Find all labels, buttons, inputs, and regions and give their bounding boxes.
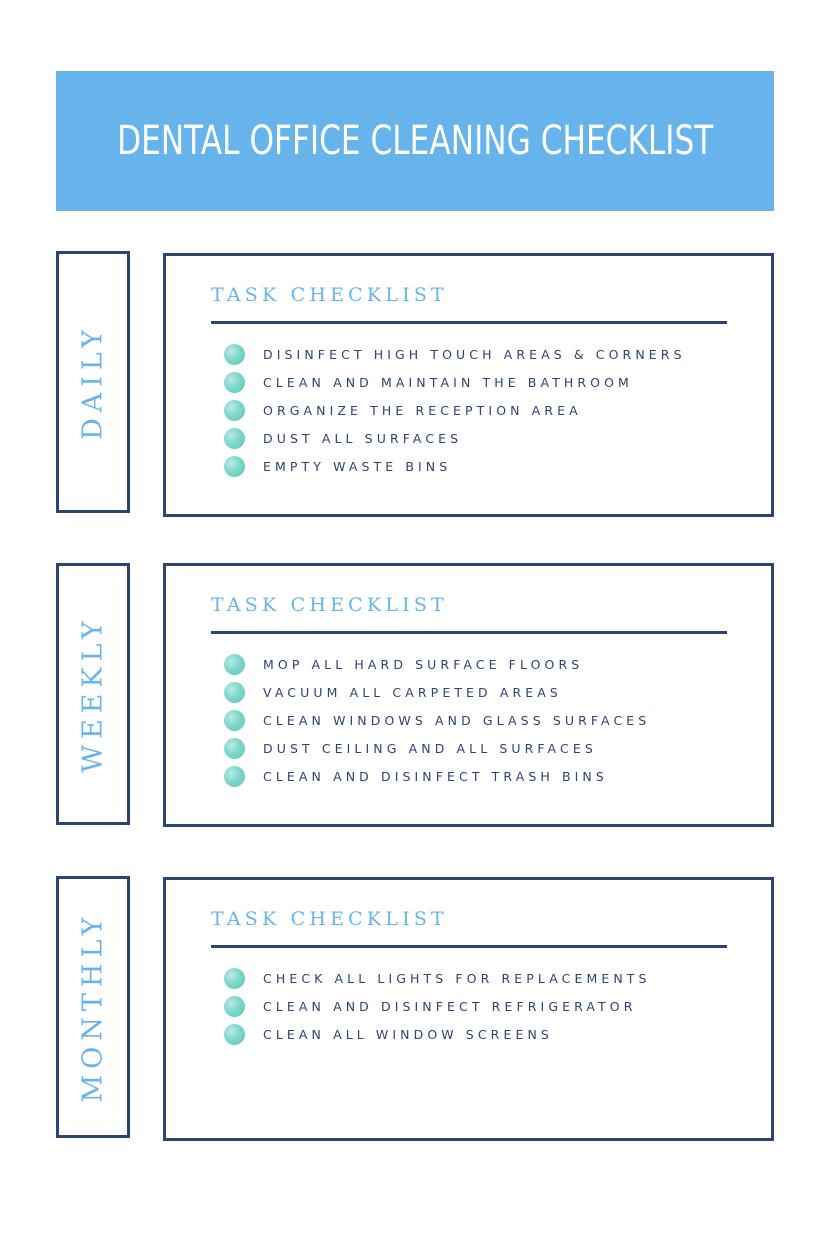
task-item — [224, 678, 650, 706]
task-text: VACUUM ALL CARPETED AREAS — [263, 684, 562, 700]
task-list-monthly — [224, 964, 651, 1048]
task-text: DISINFECT HIGH TOUCH AREAS & CORNERS — [263, 346, 686, 362]
task-text: CLEAN WINDOWS AND GLASS SURFACES — [263, 712, 651, 728]
task-text: CLEAN ALL WINDOW SCREENS — [263, 1026, 553, 1042]
task-item — [224, 650, 650, 678]
task-item — [224, 734, 650, 762]
heading-divider — [211, 631, 727, 634]
task-text: CLEAN AND DISINFECT TRASH BINS — [263, 768, 608, 784]
section-label-weekly: WEEKLY — [77, 615, 109, 773]
page-title: DENTAL OFFICE CLEANING CHECKLIST — [116, 118, 714, 164]
heading-divider — [211, 321, 727, 324]
task-text: DUST CEILING AND ALL SURFACES — [263, 740, 597, 756]
section-label-box-weekly — [56, 563, 130, 825]
section-label-monthly: MONTHLY — [77, 911, 109, 1103]
task-item — [224, 368, 686, 396]
task-heading: TASK CHECKLIST — [211, 908, 448, 930]
task-heading: TASK CHECKLIST — [211, 284, 448, 306]
task-item — [224, 964, 651, 992]
bullet-icon — [224, 654, 245, 675]
task-item — [224, 992, 651, 1020]
bullet-icon — [224, 710, 245, 731]
heading-divider — [211, 945, 727, 948]
task-list-daily — [224, 340, 686, 480]
bullet-icon — [224, 456, 245, 477]
task-item — [224, 1020, 651, 1048]
bullet-icon — [224, 968, 245, 989]
bullet-icon — [224, 344, 245, 365]
section-label-box-monthly — [56, 876, 130, 1138]
bullet-icon — [224, 996, 245, 1017]
task-item — [224, 424, 686, 452]
bullet-icon — [224, 766, 245, 787]
task-box-monthly — [163, 877, 774, 1141]
section-label-daily: DAILY — [77, 324, 109, 440]
task-text: CLEAN AND MAINTAIN THE BATHROOM — [263, 374, 633, 390]
task-item — [224, 706, 650, 734]
task-item — [224, 396, 686, 424]
task-box-daily — [163, 253, 774, 517]
bullet-icon — [224, 738, 245, 759]
task-heading: TASK CHECKLIST — [211, 594, 448, 616]
task-text: DUST ALL SURFACES — [263, 430, 463, 446]
task-text: EMPTY WASTE BINS — [263, 458, 452, 474]
task-box-weekly — [163, 563, 774, 827]
task-item — [224, 762, 650, 790]
section-label-box-daily — [56, 251, 130, 513]
bullet-icon — [224, 428, 245, 449]
bullet-icon — [224, 400, 245, 421]
task-item — [224, 340, 686, 368]
task-text: CLEAN AND DISINFECT REFRIGERATOR — [263, 998, 637, 1014]
task-text: ORGANIZE THE RECEPTION AREA — [263, 402, 582, 418]
task-text: MOP ALL HARD SURFACE FLOORS — [263, 656, 584, 672]
title-banner — [56, 71, 774, 211]
task-list-weekly — [224, 650, 650, 790]
task-text: CHECK ALL LIGHTS FOR REPLACEMENTS — [263, 970, 651, 986]
bullet-icon — [224, 372, 245, 393]
bullet-icon — [224, 1024, 245, 1045]
task-item — [224, 452, 686, 480]
bullet-icon — [224, 682, 245, 703]
